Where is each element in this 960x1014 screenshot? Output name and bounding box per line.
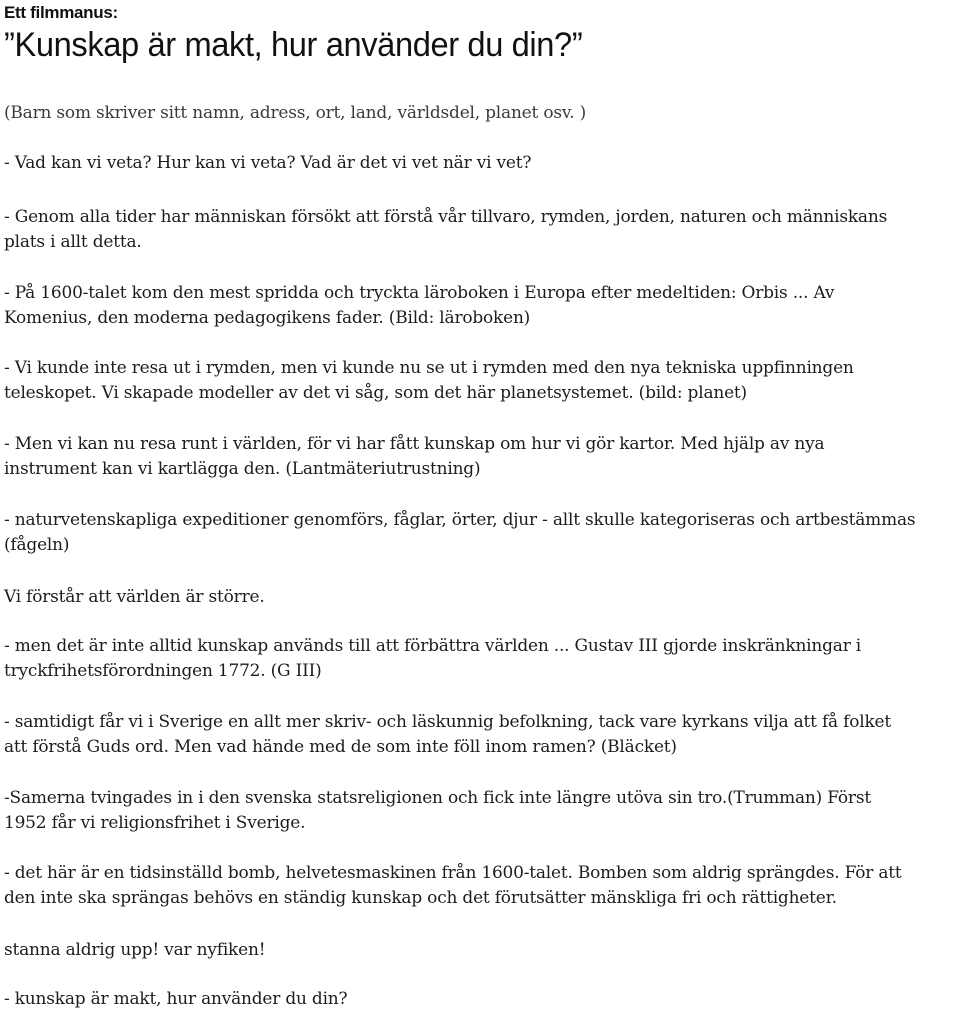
paragraph-stage-direction <box>4 101 956 126</box>
paragraph-line: -Samerna tvingades in i den svenska statsreligionen och fick inte längre utöva sin tro.(Trumman) Först <box>4 788 871 808</box>
paragraph-line: att förstå Guds ord. Men vad hände med de som inte föll inom ramen? (Bläcket) <box>4 737 677 757</box>
paragraph-line: Komenius, den moderna pedagogikens fader. (Bild: läroboken) <box>4 308 531 328</box>
paragraph-line: - På 1600-talet kom den mest spridda och tryckta läroboken i Europa efter medeltiden: Orbis ... Av <box>4 283 835 303</box>
paragraph-gustav <box>4 634 956 684</box>
paragraph-line: 1952 får vi religionsfrihet i Sverige. <box>4 813 306 833</box>
paragraph-line: teleskopet. Vi skapade modeller av det vi såg, som det här planetsystemet. (bild: planet) <box>4 383 747 403</box>
paragraph-line: tryckfrihetsförordningen 1772. (G III) <box>4 661 322 681</box>
document-title: ”Kunskap är makt, hur använder du din?” <box>4 26 583 64</box>
paragraph-line: - Vi kunde inte resa ut i rymden, men vi kunde nu se ut i rymden med den nya tekniska uppfinningen <box>4 358 854 378</box>
paragraph-line: (fågeln) <box>4 535 70 555</box>
paragraph-line: - naturvetenskapliga expeditioner genomförs, fåglar, örter, djur - allt skulle kategoriseras och artbestämmas <box>4 510 916 530</box>
paragraph-humanity <box>4 205 956 255</box>
paragraph-line: - kunskap är makt, hur använder du din? <box>4 989 348 1009</box>
paragraph-line: - Men vi kan nu resa runt i världen, för vi har fått kunskap om hur vi gör kartor. Med hjälp av nya <box>4 434 825 454</box>
paragraph-line: - Genom alla tider har människan försökt att förstå vår tillvaro, rymden, jorden, naturen och människans <box>4 207 888 227</box>
paragraph-curious <box>4 938 956 963</box>
paragraph-line: - Vad kan vi veta? Hur kan vi veta? Vad är det vi vet när vi vet? <box>4 153 532 173</box>
paragraph-maps <box>4 432 956 482</box>
paragraph-line: - det här är en tidsinställd bomb, helvetesmaskinen från 1600-talet. Bomben som aldrig sprängdes. För att <box>4 863 902 883</box>
paragraph-orbis <box>4 281 956 331</box>
paragraph-line: - men det är inte alltid kunskap används till att förbättra världen ... Gustav III gjorde inskränkningar i <box>4 636 862 656</box>
paragraph-line: - samtidigt får vi i Sverige en allt mer skriv- och läskunnig befolkning, tack vare kyrkans vilja att få folket <box>4 712 892 732</box>
paragraph-telescope <box>4 356 956 406</box>
paragraph-sami <box>4 786 956 836</box>
paragraph-questions <box>4 151 956 176</box>
paragraph-expeditions <box>4 508 956 558</box>
paragraph-closing <box>4 987 956 1012</box>
paragraph-line: den inte ska sprängas behövs en ständig kunskap och det förutsätter mänskliga fri och rättigheter. <box>4 888 837 908</box>
paragraph-line: plats i allt detta. <box>4 232 142 252</box>
paragraph-world <box>4 585 956 610</box>
paragraph-line: Vi förstår att världen är större. <box>4 587 265 607</box>
paragraph-line: (Barn som skriver sitt namn, adress, ort, land, världsdel, planet osv. ) <box>4 103 587 123</box>
document-kicker: Ett filmmanus: <box>4 3 118 22</box>
paragraph-line: instrument kan vi kartlägga den. (Lantmäteriutrustning) <box>4 459 481 479</box>
paragraph-bomb <box>4 861 956 911</box>
paragraph-line: stanna aldrig upp! var nyfiken! <box>4 940 266 960</box>
paragraph-literacy <box>4 710 956 760</box>
